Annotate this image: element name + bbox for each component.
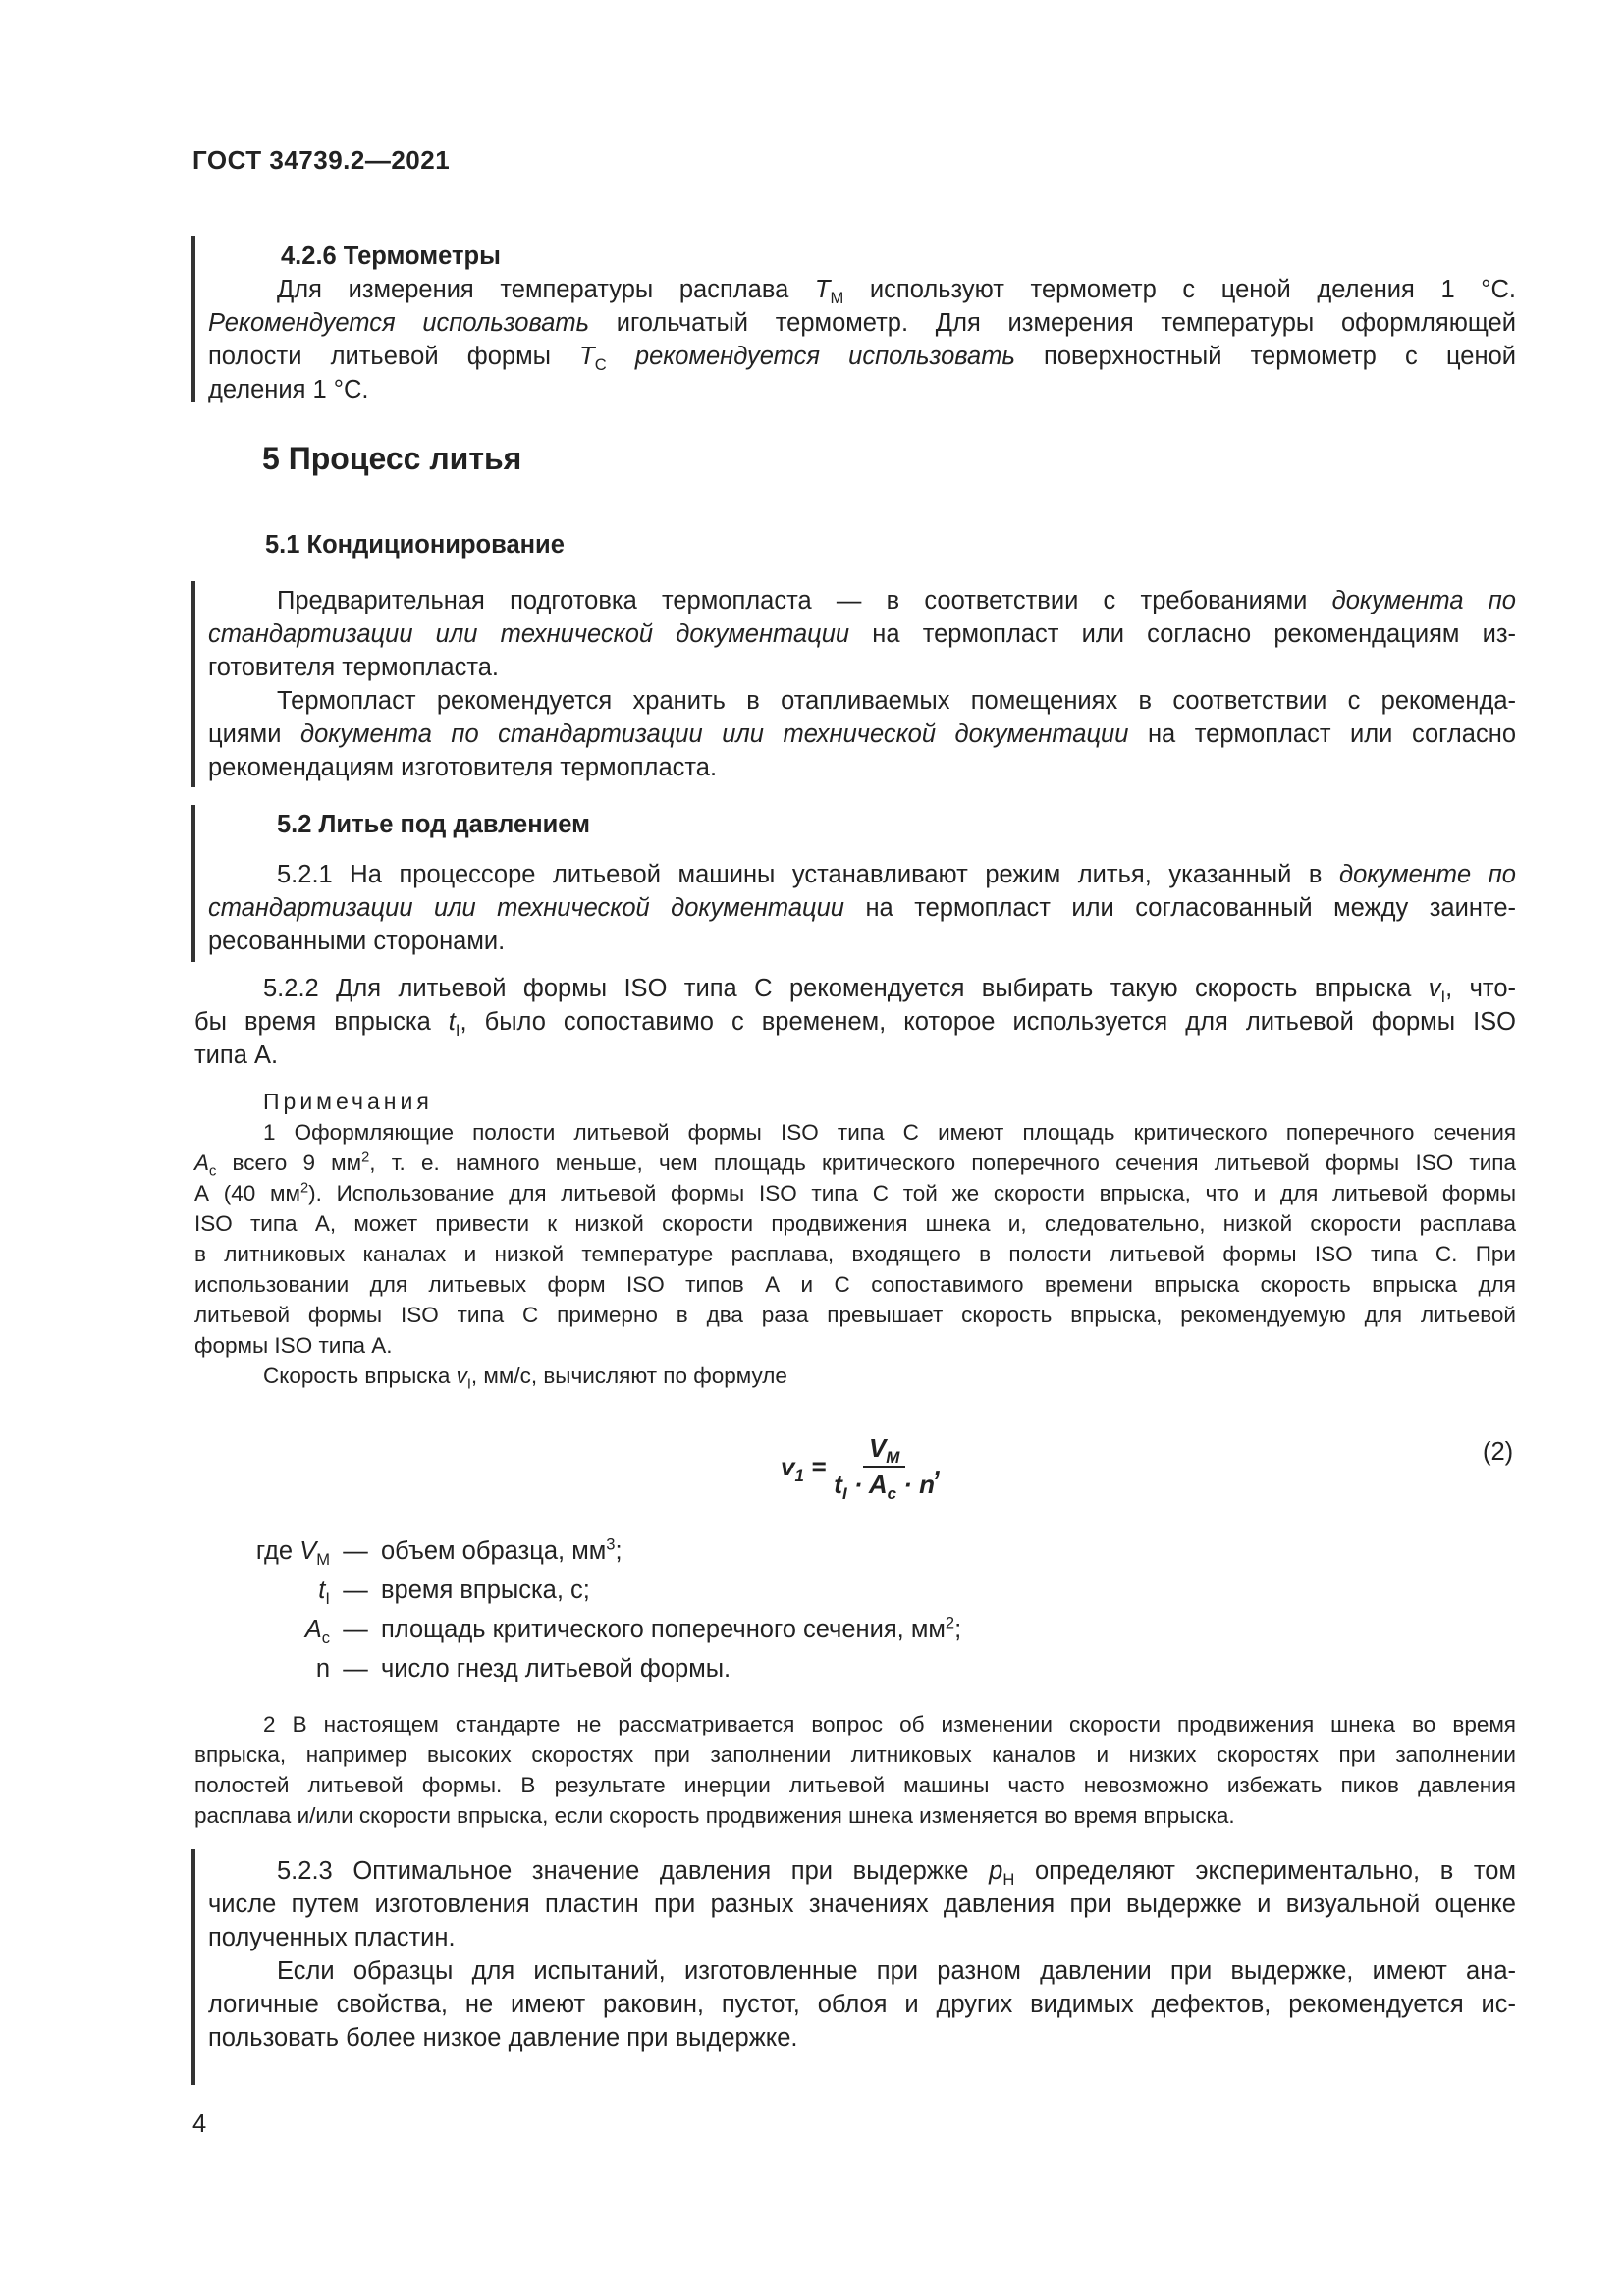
change-bar — [191, 805, 195, 962]
text-line: стандартизации или технической документации на термопласт или согласованный между заинте- — [208, 894, 1516, 922]
where-item: $t_I$ — время впрыска, с; — [318, 1576, 590, 1609]
change-bar — [191, 236, 195, 402]
formula-denominator: $t_I \cdot A_c \cdot n$ — [834, 1469, 935, 1504]
formula-numerator: $V_M$ — [863, 1433, 905, 1468]
formula-lhs: $v_1$ = — [781, 1451, 827, 1485]
text-line: бы время впрыска $t_I$, было сопоставимо с временем, которое используется для литьевой формы ISO — [194, 1008, 1516, 1041]
change-bar — [191, 1849, 195, 2085]
section-5-2-1 — [208, 858, 1516, 958]
text-line: рекомендациям изготовителя термопласта. — [208, 754, 718, 781]
note-2 — [194, 1709, 1516, 1831]
text-line: ресованными сторонами. — [208, 928, 506, 955]
where-item: где $V_M$ — объем образца, $мм^3$; — [255, 1534, 623, 1570]
text-line: литьевой формы ISO типа С примерно в два раза превышает скорость впрыска, рекомендуемую для литьевой — [194, 1303, 1516, 1327]
text-line: полости литьевой формы $T_C$ рекомендуется использовать поверхностный термометр с ценой — [208, 343, 1516, 375]
text-line: 2 В настоящем стандарте не рассматривается вопрос об изменении скорости продвижения шнека во время — [263, 1712, 1516, 1736]
formula-fraction — [834, 1433, 935, 1504]
text-line: ISO типа А, может привести к низкой скорости продвижения шнека и, следовательно, низкой скорости расплава — [194, 1211, 1516, 1236]
section-5-2-title: 5.2 Литье под давлением — [277, 811, 590, 838]
text-line: 5.2.1 На процессоре литьевой машины устанавливают режим литья, указанный в документе по — [277, 861, 1516, 888]
text-line: расплава и/или скорости впрыска, если скорость продвижения шнека изменяется во время впрыска. — [194, 1803, 1235, 1828]
where-item: $A_c$ — площадь критического поперечного сечения, $мм^2$; — [304, 1613, 962, 1648]
text-line: логичные свойства, не имеют раковин, пустот, облоя и других видимых дефектов, рекомендуется ис- — [208, 1991, 1516, 2018]
section-5-1-title: 5.1 Кондиционирование — [265, 531, 565, 559]
text-line: 5.2.2 Для литьевой формы ISO типа С рекомендуется выбирать такую скорость впрыска $v_I$, что- — [263, 975, 1516, 1007]
text-line: Рекомендуется использовать игольчатый термометр. Для измерения температуры оформляющей — [208, 309, 1516, 337]
notes-block — [194, 1087, 1516, 1391]
text-line: циями документа по стандартизации или технической документации на термопласт или согласно — [208, 721, 1516, 748]
section-5-2-3 — [208, 1854, 1516, 2055]
change-bar — [191, 581, 195, 787]
notes-title: Примечания — [263, 1089, 433, 1114]
text-line: деления 1 °C. — [208, 376, 369, 403]
text-line: пользовать более низкое давление при выдержке. — [208, 2024, 798, 2052]
text-line: Термопласт рекомендуется хранить в отапливаемых помещениях в соответствии с рекоменда- — [277, 687, 1516, 715]
section-4-2-6 — [208, 240, 1516, 406]
text-line: полостей литьевой формы. В результате инерции литьевой машины часто невозможно избежать пиков давления — [194, 1773, 1516, 1797]
text-line: использовании для литьевых форм ISO типов А и С сопоставимого времени впрыска скорость впрыска для — [194, 1272, 1516, 1297]
text-line: готовителя термопласта. — [208, 654, 499, 681]
formula-2: $v_1$ = $\frac{V_M}{t_I \cdot A_c \cdot n}$ , — [781, 1433, 943, 1504]
text-line: Скорость впрыска $v_I$, мм/с, вычисляют по формуле — [263, 1363, 787, 1393]
text-line: типа А. — [194, 1041, 279, 1069]
document-header: ГОСТ 34739.2—2021 — [192, 145, 451, 175]
text-line: 5.2.3 Оптимальное значение давления при выдержке $p_H$ определяют экспериментально, в том — [277, 1857, 1516, 1890]
text-line: стандартизации или технической документации на термопласт или согласно рекомендациям из- — [208, 620, 1517, 648]
equation-number: (2) — [1483, 1438, 1514, 1466]
text-line: Если образцы для испытаний, изготовленные при разном давлении при выдержке, имеют ана- — [277, 1957, 1516, 1985]
text-line: А (40 $мм^2$). Использование для литьевой формы ISO типа С той же скорости впрыска, что и для литьевой формы — [194, 1180, 1517, 1205]
text-line: Для измерения температуры расплава $T_M$ используют термометр с ценой деления 1 °C. — [277, 276, 1516, 308]
text-line: формы ISO типа А. — [194, 1333, 393, 1358]
text-line: впрыска, например высоких скоростях при заполнении литниковых каналов и низких скоростях при заполнении — [194, 1742, 1516, 1767]
text-line: числе путем изготовления пластин при разных значениях давления при выдержке и визуальной оценке — [208, 1891, 1516, 1918]
section-title: 4.2.6 Термометры — [281, 242, 501, 270]
text-line: Предварительная подготовка термопласта — в соответствии с требованиями документа по — [277, 587, 1516, 614]
text-line: в литниковых каналах и низкой температуре расплава, входящего в полости литьевой формы ISO типа С. При — [194, 1242, 1516, 1266]
text-line: полученных пластин. — [208, 1924, 456, 1951]
page-number: 4 — [192, 2110, 207, 2138]
text-line: $A_c$ всего 9 $мм^2$, т. е. намного меньше, чем площадь критического поперечного сечения литьевой формы ISO типа — [194, 1149, 1516, 1180]
where-item: n — число гнезд литьевой формы. — [315, 1655, 731, 1682]
section-5-2-2 — [194, 972, 1516, 1072]
section-5-1-body — [208, 584, 1516, 784]
section-5-title: 5 Процесс литья — [262, 441, 522, 476]
text-line: 1 Оформляющие полости литьевой формы ISO типа С имеют площадь критического поперечного сечения — [263, 1120, 1516, 1145]
